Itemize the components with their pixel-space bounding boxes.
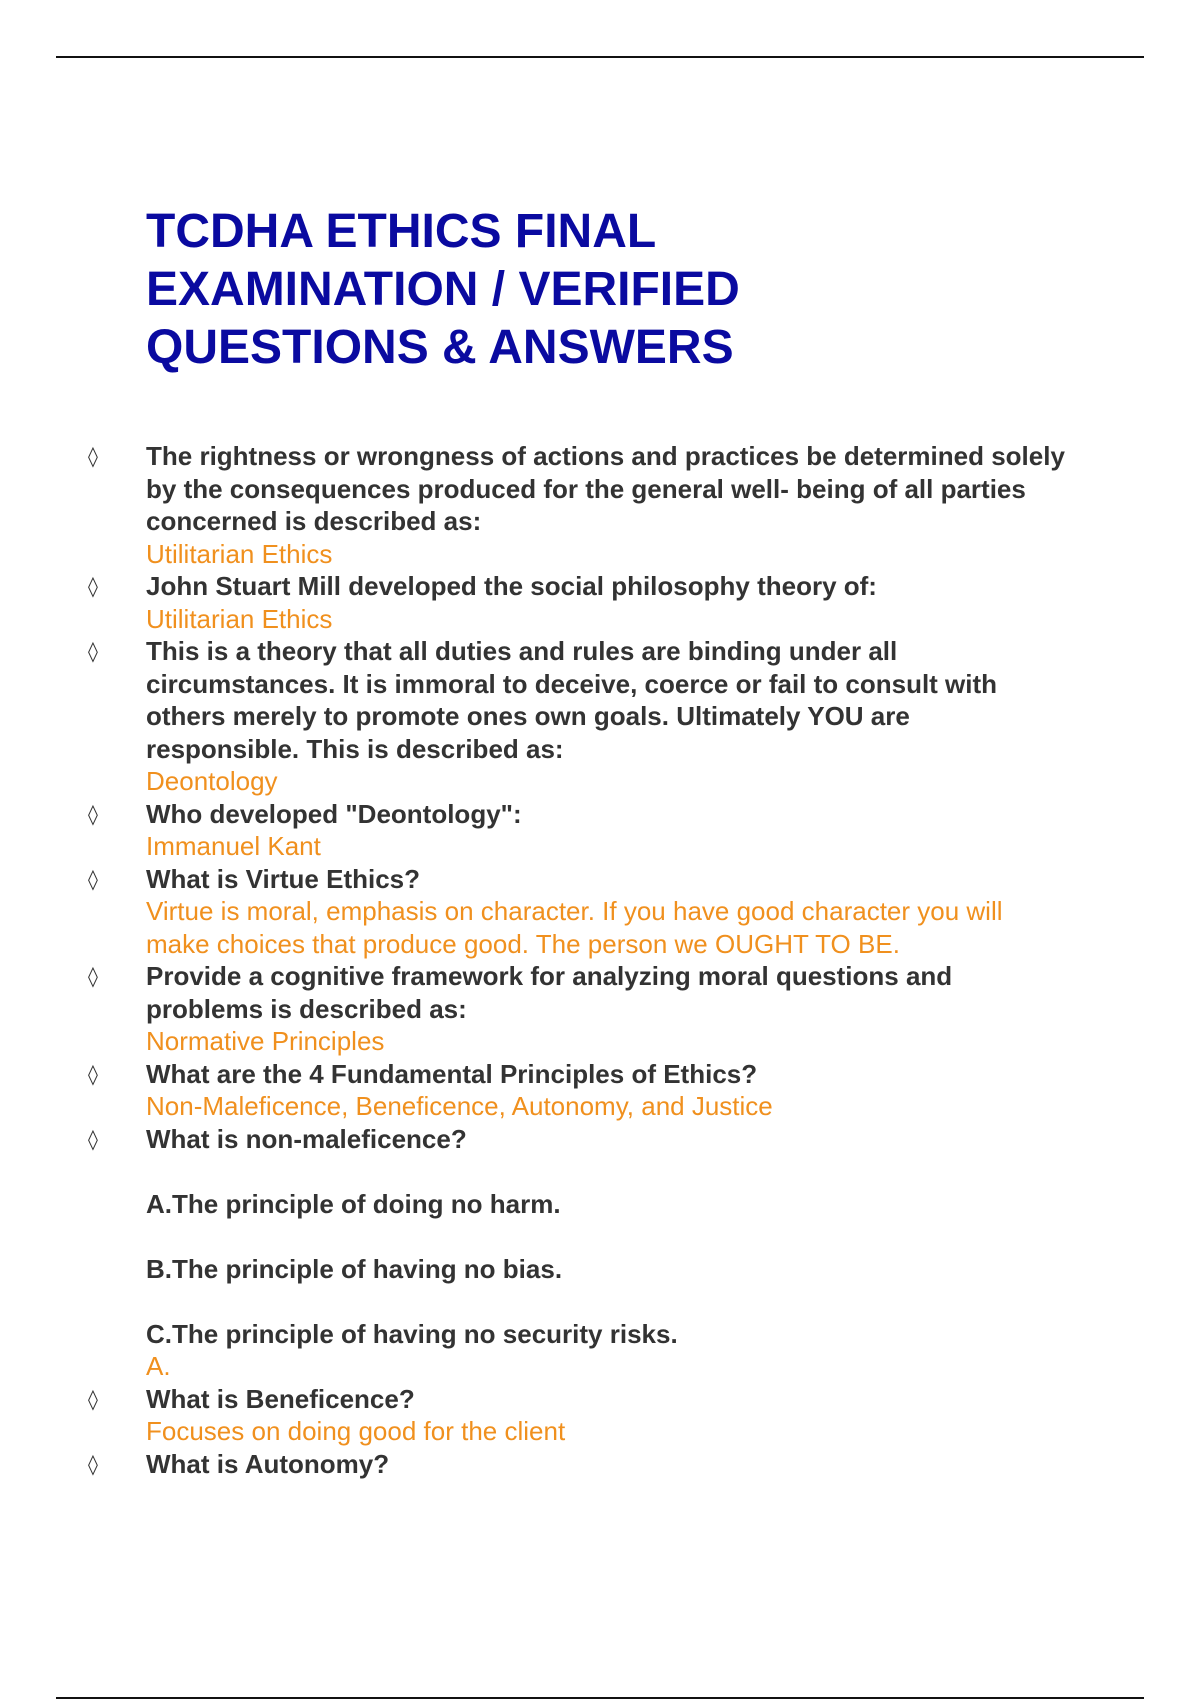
qa-item [88,635,1068,798]
diamond-bullet-icon: ◊ [88,1451,98,1476]
answer-text: Focuses on doing good for the client [146,1416,566,1446]
question-text: What is Virtue Ethics? [146,863,421,894]
qa-list [88,440,1068,1480]
question-text: Provide a cognitive framework for analyzing moral questions and problems is described as: [146,961,953,1024]
answer-text: Deontology [146,766,278,796]
question-text: The rightness or wrongness of actions and practices be determined solely by the consequences produced for the general well- being of all parties concerned is described as: [146,441,1065,536]
title-line: QUESTIONS & ANSWERS [146,321,734,374]
document-title [146,203,1046,377]
diamond-bullet-icon: ◊ [88,1386,98,1411]
answer-text: Immanuel Kant [146,831,321,861]
question-text: What are the 4 Fundamental Principles of Ethics? [146,1058,758,1089]
option-c: C.The principle of having no security risks. [146,1318,678,1349]
answer-options [146,1188,1068,1351]
answer-text: Utilitarian Ethics [146,603,333,634]
qa-item [88,863,1068,961]
answer-text: Virtue is moral, emphasis on character. If you have good character you will make choices that produce good. The person we OUGHT TO BE. [146,896,1003,959]
diamond-bullet-icon: ◊ [88,1126,98,1151]
question-text: Who developed "Deontology": [146,798,522,829]
qa-item [88,1383,1068,1448]
diamond-bullet-icon: ◊ [88,444,98,468]
option-a: A.The principle of doing no harm. [146,1188,561,1219]
question-text: John Stuart Mill developed the social philosophy theory of: [146,571,877,601]
qa-item [88,1123,1068,1383]
qa-item [88,1448,1068,1481]
diamond-bullet-icon: ◊ [88,574,98,598]
question-text: What is non-maleficence? [146,1123,467,1154]
top-rule [56,56,1144,58]
diamond-bullet-icon: ◊ [88,964,98,988]
answer-text: Utilitarian Ethics [146,538,333,569]
bottom-rule [56,1697,1144,1699]
diamond-bullet-icon: ◊ [88,1061,98,1086]
question-text: What is Autonomy? [146,1448,390,1479]
diamond-bullet-icon: ◊ [88,801,98,826]
qa-item [88,1058,1068,1123]
qa-item [88,960,1068,1058]
question-text: What is Beneficence? [146,1383,415,1414]
diamond-bullet-icon: ◊ [88,639,98,663]
qa-item [88,440,1068,570]
title-line: EXAMINATION / VERIFIED [146,263,740,316]
answer-text: Normative Principles [146,1026,385,1056]
diamond-bullet-icon: ◊ [88,866,98,891]
option-b: B.The principle of having no bias. [146,1253,563,1284]
question-text: This is a theory that all duties and rules are binding under all circumstances. It is immoral to deceive, coerce or fail to consult with others merely to promote ones own goals. Ultimately YOU are responsible. This is described as: [146,636,998,764]
answer-text: A. [146,1351,171,1381]
title-line: TCDHA ETHICS FINAL [146,205,657,258]
qa-item [88,798,1068,863]
answer-text: Non-Maleficence, Beneficence, Autonomy, and Justice [146,1091,773,1121]
qa-item [88,570,1068,635]
